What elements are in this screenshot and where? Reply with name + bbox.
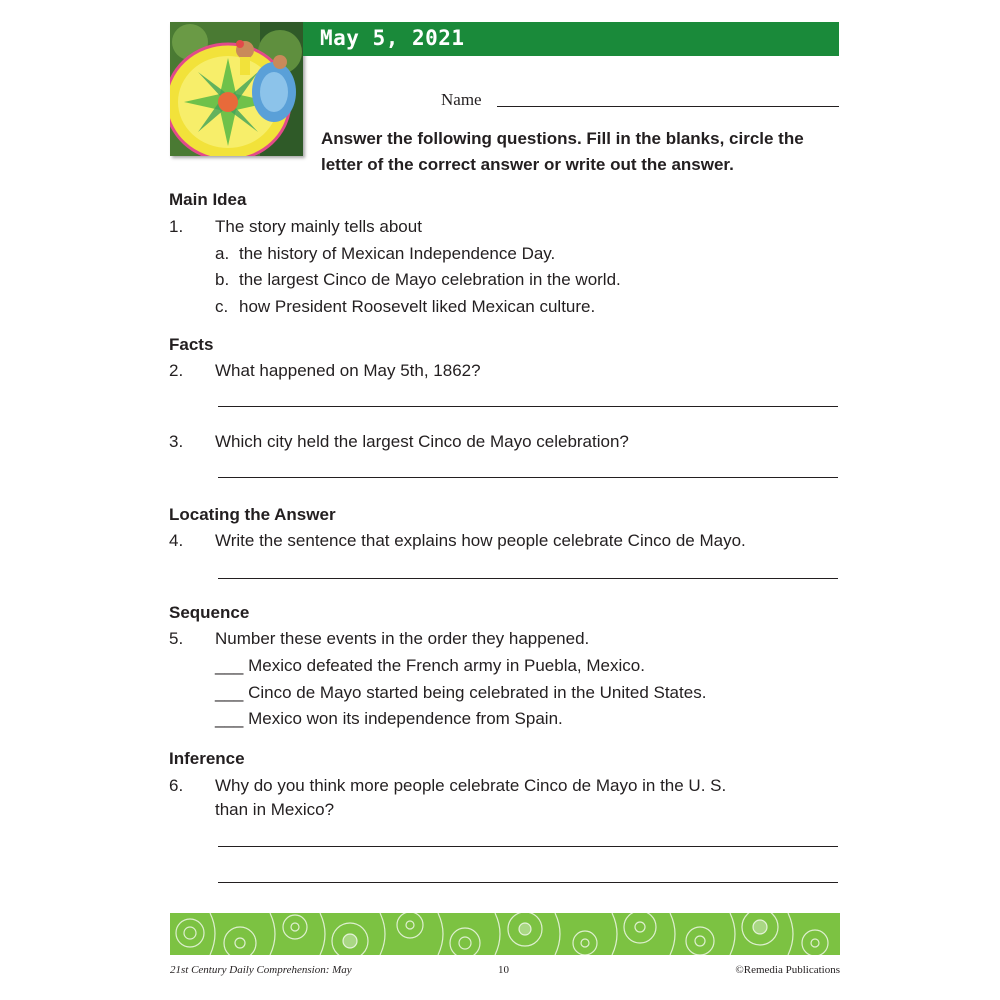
option-text: the history of Mexican Independence Day. — [239, 244, 556, 263]
footer-publisher: ©Remedia Publications — [735, 964, 840, 976]
question-number-6: 6. — [169, 776, 184, 795]
instructions: Answer the following questions. Fill in the blanks, circle the letter of the correct answer or write out the answer. — [321, 129, 804, 174]
question-number-3: 3. — [169, 432, 184, 451]
question-4-text: Write the sentence that explains how people celebrate Cinco de Mayo. — [215, 531, 746, 550]
footer-page-number: 10 — [498, 964, 509, 976]
section-heading-main-idea: Main Idea — [169, 190, 247, 209]
question-number-1: 1. — [169, 217, 184, 236]
section-heading-inference: Inference — [169, 749, 245, 768]
question-6-text-line-1: Why do you think more people celebrate Cinco de Mayo in the U. S. — [215, 776, 727, 795]
question-2-text: What happened on May 5th, 1862? — [215, 361, 481, 380]
option-letter: c. — [215, 297, 229, 316]
date-banner — [303, 22, 839, 56]
footer-book-title: 21st Century Daily Comprehension: May — [170, 964, 352, 976]
sequence-item-1[interactable]: ___ Mexico defeated the French army in Puebla, Mexico. — [215, 656, 645, 675]
name-label: Name — [441, 90, 482, 109]
option-letter: b. — [215, 270, 230, 289]
sequence-item-3[interactable]: ___ Mexico won its independence from Spain. — [215, 709, 563, 728]
question-5-text: Number these events in the order they happened. — [215, 629, 590, 648]
question-3-text: Which city held the largest Cinco de Mayo celebration? — [215, 432, 629, 451]
question-1-text: The story mainly tells about — [215, 217, 422, 236]
sequence-item-2[interactable]: ___ Cinco de Mayo started being celebrated in the United States. — [215, 683, 707, 702]
section-heading-sequence: Sequence — [169, 603, 250, 622]
question-1-option-a[interactable] — [215, 244, 555, 264]
worksheet-date: May 5, 2021 — [320, 26, 465, 50]
answer-line-2[interactable] — [218, 406, 838, 407]
footer-floral-band — [170, 913, 840, 955]
question-6-text-line-2: than in Mexico? — [215, 800, 335, 819]
question-1-option-b[interactable] — [215, 270, 621, 290]
question-number-2: 2. — [169, 361, 184, 380]
option-text: the largest Cinco de Mayo celebration in the world. — [239, 270, 621, 289]
section-heading-locating: Locating the Answer — [169, 505, 336, 524]
option-letter: a. — [215, 244, 230, 263]
question-number-5: 5. — [169, 629, 184, 648]
answer-line-6b[interactable] — [218, 882, 838, 883]
answer-line-3[interactable] — [218, 477, 838, 478]
answer-line-4[interactable] — [218, 578, 838, 579]
option-text: how President Roosevelt liked Mexican culture. — [239, 297, 596, 316]
name-blank-line[interactable] — [497, 106, 839, 107]
header-photo — [170, 22, 303, 156]
question-number-4: 4. — [169, 531, 184, 550]
question-1-option-c[interactable] — [215, 297, 595, 317]
section-heading-facts: Facts — [169, 335, 214, 354]
answer-line-6a[interactable] — [218, 846, 838, 847]
